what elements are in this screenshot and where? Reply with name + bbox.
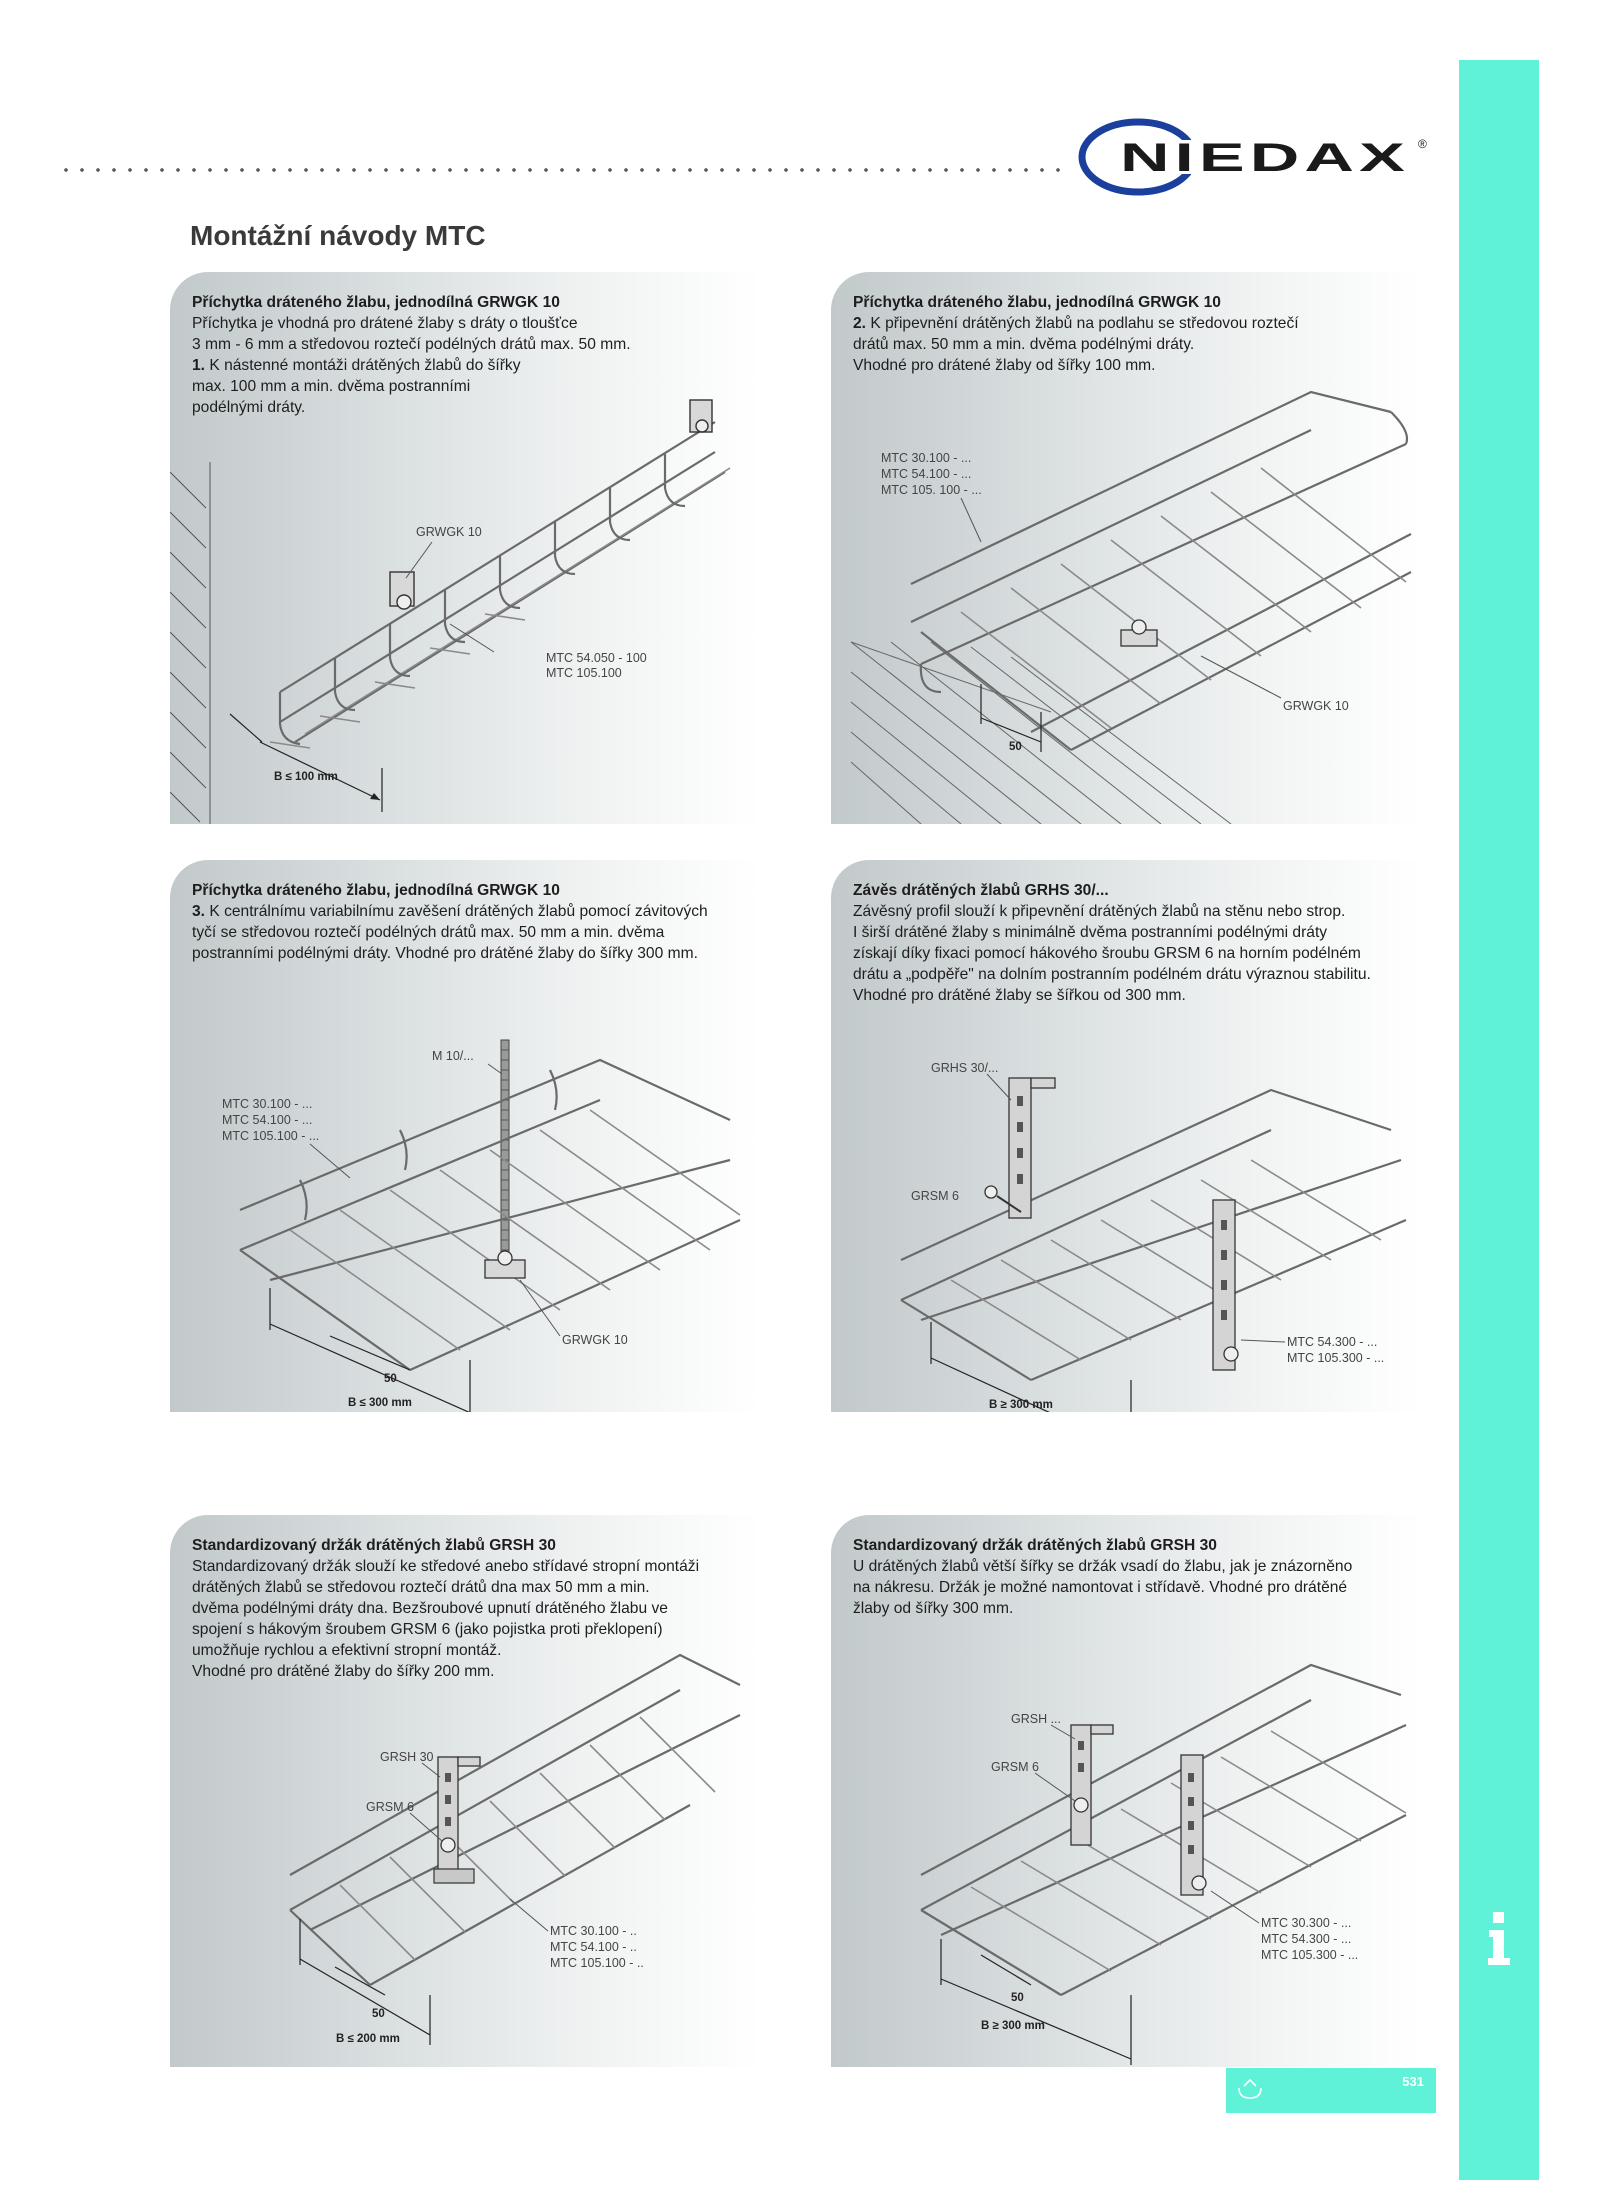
page-number-box — [1226, 2068, 1436, 2113]
panel-central-suspension — [170, 860, 760, 1412]
dimension-label: B ≥ 300 mm — [981, 2020, 1045, 2032]
floor-mount-drawing — [831, 272, 1421, 824]
panel-title: Příchytka dráteného žlabu, jednodílná GRWGK 10 — [192, 882, 560, 899]
part-label: MTC 54.300 - ... — [1261, 1932, 1352, 1946]
part-label: MTC 105.300 - ... — [1261, 1948, 1359, 1962]
part-label: GRHS 30/... — [931, 1061, 999, 1075]
body-line: Příchytka je vhodná pro drátené žlaby s dráty o tloušťce — [192, 315, 578, 332]
part-label: GRWGK 10 — [562, 1333, 628, 1347]
panel-title: Příchytka dráteného žlabu, jednodílná GRWGK 10 — [853, 294, 1221, 311]
side-bar — [1459, 60, 1539, 2180]
dimension-label: 50 — [1009, 741, 1022, 753]
body-line: Vhodné pro drátěné žlaby do šířky 200 mm. — [192, 1663, 495, 1680]
panel-hanger-grhs — [831, 860, 1421, 1412]
grwgk-clip — [1121, 620, 1157, 646]
part-label: MTC 54.300 - ... — [1287, 1335, 1378, 1349]
info-icon — [1484, 1908, 1514, 1968]
body-line: drátu a „podpěře" na dolním postranním podélném drátu výraznou stabilitu. — [853, 966, 1371, 983]
part-label: GRSM 6 — [911, 1189, 959, 1203]
body-line: žlaby od šířky 300 mm. — [853, 1600, 1014, 1617]
body-line: dvěma podélnými dráty dna. Bezšroubové upnutí drátěného žlabu ve — [192, 1600, 668, 1617]
body-line: K centrálnímu variabilnímu zavěšení drátěných žlabů pomocí závitových — [205, 903, 708, 920]
body-line: 3 mm - 6 mm a středovou roztečí podélných drátů max. 50 mm. — [192, 336, 631, 353]
panel-title: Příchytka dráteného žlabu, jednodílná GRWGK 10 — [192, 294, 560, 311]
central-suspension-drawing — [170, 860, 760, 1412]
part-label: MTC 105.100 — [546, 666, 622, 680]
body-line: I širší drátěné žlaby s minimálně dvěma postranními podélnými dráty — [853, 924, 1328, 941]
wire-tray — [240, 1060, 740, 1370]
body-line: umožňuje rychlou a efektivní stropní montáž. — [192, 1642, 502, 1659]
wire-tray — [270, 422, 730, 748]
grsh-holder — [1071, 1725, 1206, 1895]
body-line: K nástenné montáži drátěných žlabů do šířky — [205, 357, 521, 374]
part-label: MTC 54.100 - .. — [550, 1940, 637, 1954]
body-line: spojení s hákovým šroubem GRSM 6 (jako pojistka proti překlopení) — [192, 1621, 663, 1638]
dimension-label: B ≥ 300 mm — [989, 1399, 1053, 1411]
brand-name: NIEDAX — [1120, 136, 1410, 180]
registered-mark: ® — [1418, 137, 1427, 151]
dimension-label: B ≤ 300 mm — [348, 1397, 412, 1409]
panel-holder-grsh-wide — [831, 1515, 1421, 2067]
body-line: postranními podélnými dráty. Vhodné pro drátěné žlaby do šířky 300 mm. — [192, 945, 698, 962]
part-label: GRSH 30 — [380, 1750, 434, 1764]
part-label: GRSH ... — [1011, 1712, 1062, 1726]
panel-floor-mounting — [831, 272, 1421, 824]
hanger-drawing — [831, 860, 1421, 1412]
dotted-rule — [58, 168, 1068, 172]
wall-hatch — [170, 462, 210, 824]
body-line: drátů max. 50 mm a min. dvěma podélnými dráty. — [853, 336, 1195, 353]
body-line: Vhodné pro drátené žlaby od šířky 100 mm. — [853, 357, 1156, 374]
body-line: získají díky fixaci pomocí hákového šroubu GRSM 6 na horním podélném — [853, 945, 1361, 962]
step-number: 3. — [192, 903, 206, 920]
part-label: GRWGK 10 — [416, 525, 482, 539]
body-line: K připevnění drátěných žlabů na podlahu se středovou roztečí — [866, 315, 1299, 332]
part-label: MTC 30.300 - ... — [1261, 1916, 1352, 1930]
panel-wall-mounting — [170, 272, 760, 824]
part-label: GRWGK 10 — [1283, 699, 1349, 713]
body-line: drátěných žlabů se středovou roztečí drátů dna max 50 mm a min. — [192, 1579, 650, 1596]
part-label: MTC 105. 100 - ... — [881, 483, 982, 497]
body-line: tyčí se středovou roztečí podélných drátů max. 50 mm a min. dvěma — [192, 924, 665, 941]
part-label: MTC 54.050 - 100 — [546, 651, 647, 665]
page-title: Montážní návody MTC — [190, 220, 486, 251]
grwgk-clip — [390, 400, 712, 609]
dimension-label: 50 — [372, 2008, 385, 2020]
body-line: Závěsný profil slouží k připevnění drátěných žlabů na stěnu nebo strop. — [853, 903, 1346, 920]
grwgk-clip — [485, 1251, 525, 1278]
grsh-small-drawing — [170, 1515, 760, 2067]
part-label: GRSM 6 — [366, 1800, 414, 1814]
grsh-holder — [434, 1757, 480, 1883]
part-label: MTC 30.100 - ... — [881, 451, 972, 465]
body-line: na nákresu. Držák je možné namontovat i střídavě. Vhodné pro drátěné — [853, 1579, 1348, 1596]
body-line: U drátěných žlabů větší šířky se držák vsadí do žlabu, jak je znázorněno — [853, 1558, 1353, 1575]
part-label: MTC 105.100 - .. — [550, 1956, 644, 1970]
dimension-label: 50 — [384, 1373, 397, 1385]
wire-tray — [911, 392, 1411, 750]
grsh-wide-drawing — [831, 1515, 1421, 2067]
part-label: M 10/... — [432, 1049, 474, 1063]
panel-holder-grsh-small — [170, 1515, 760, 2067]
part-label: MTC 105.100 - ... — [222, 1129, 320, 1143]
panel-title: Standardizovaný držák drátěných žlabů GRSH 30 — [192, 1537, 556, 1554]
step-number: 1. — [192, 357, 206, 374]
part-label: MTC 30.100 - ... — [222, 1097, 313, 1111]
page-number: 531 — [1402, 2074, 1424, 2089]
panel-title: Standardizovaný držák drátěných žlabů GRSH 30 — [853, 1537, 1217, 1554]
body-line: max. 100 mm a min. dvěma postranními — [192, 378, 471, 395]
body-line: Standardizovaný držák slouží ke středové anebo střídavé stropní montáži — [192, 1558, 700, 1575]
tray-icon — [1236, 2078, 1264, 2102]
dimension-label: B ≤ 200 mm — [336, 2033, 400, 2045]
dimension-label: B ≤ 100 mm — [274, 771, 338, 783]
niedax-logo — [1078, 118, 1436, 196]
part-label: MTC 54.100 - ... — [881, 467, 972, 481]
body-line: Vhodné pro drátěné žlaby se šířkou od 300 mm. — [853, 987, 1186, 1004]
part-label: MTC 54.100 - ... — [222, 1113, 313, 1127]
wall-mount-drawing — [170, 272, 760, 824]
panel-title: Závěs drátěných žlabů GRHS 30/... — [853, 882, 1109, 899]
body-line: podélnými dráty. — [192, 399, 306, 416]
dimension-label: 50 — [1011, 1992, 1024, 2004]
step-number: 2. — [853, 315, 867, 332]
part-label: MTC 105.300 - ... — [1287, 1351, 1385, 1365]
part-label: MTC 30.100 - .. — [550, 1924, 637, 1938]
part-label: GRSM 6 — [991, 1760, 1039, 1774]
wire-tray — [290, 1655, 740, 1985]
